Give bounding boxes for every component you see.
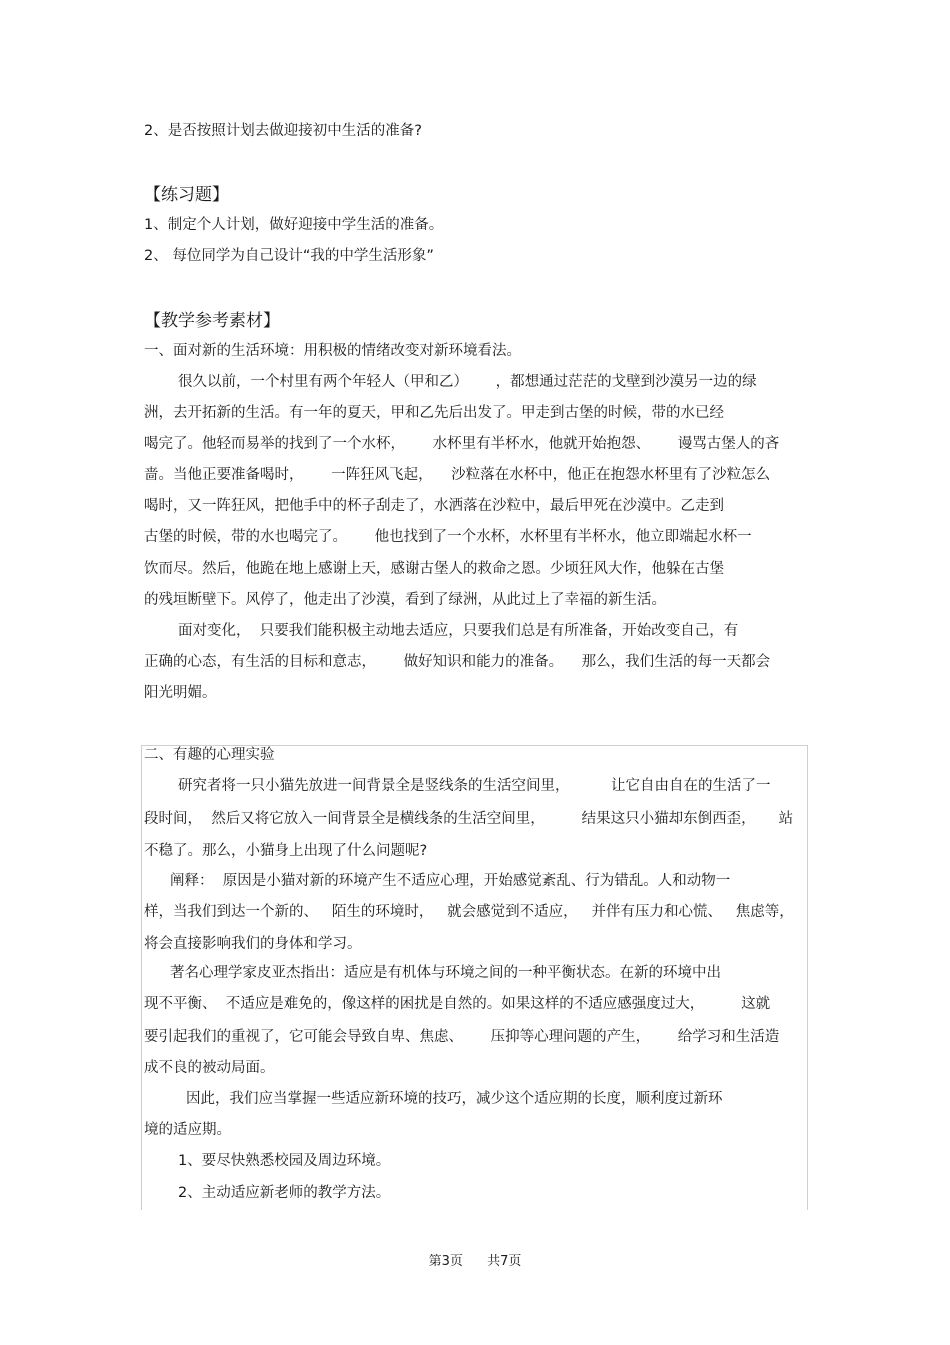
page-number: 第3页 xyxy=(428,1254,463,1269)
box-line: 将会直接影响我们的身体和学习。 xyxy=(144,936,362,952)
box-line: 成不良的被动局面。 xyxy=(144,1060,275,1076)
question-2: 2、是否按照计划去做迎接初中生活的准备? xyxy=(144,123,422,139)
story-line: 喝完了。他轻而易举的找到了一个水杯， 水杯里有半杯水，他就开始抱怨、 谩骂古堡人的吝 xyxy=(144,436,780,452)
change-line: 正确的心态，有生活的目标和意志， 做好知识和能力的准备。 那么，我们生活的每一天都会 xyxy=(144,654,771,670)
exercise-item-1: 1、制定个人计划，做好迎接中学生活的准备。 xyxy=(144,217,444,233)
page-total: 共7页 xyxy=(487,1254,522,1269)
page-footer xyxy=(0,1250,950,1269)
materials-heading: 【教学参考素材】 xyxy=(144,311,280,331)
story-line: 饮而尽。然后，他跪在地上感谢上天，感谢古堡人的救命之恩。少顷狂风大作，他躲在古堡 xyxy=(144,561,724,577)
box-line: 研究者将一只小猫先放进一间背景全是竖线条的生活空间里， 让它自由自在的生活了一 xyxy=(178,778,771,794)
box-line: 因此，我们应当掌握一些适应新环境的技巧，减少这个适应期的长度，顺利度过新环 xyxy=(186,1091,723,1107)
box-line: 现不平衡、 不适应是难免的，像这样的困扰是自然的。如果这样的不适应感强度过大， 这就 xyxy=(144,996,771,1012)
exercises-heading: 【练习题】 xyxy=(144,185,229,205)
box-title: 二、有趣的心理实验 xyxy=(144,747,275,763)
box-line: 段时间， 然后又将它放入一间背景全是横线条的生活空间里， 结果这只小猫却东倒西歪， 站 xyxy=(144,811,794,827)
story-line: 古堡的时候，带的水也喝完了。 他也找到了一个水杯，水杯里有半杯水，他立即端起水杯一 xyxy=(144,529,752,545)
box-line: 著名心理学家皮亚杰指出：适应是有机体与环境之间的一种平衡状态。在新的环境中出 xyxy=(170,965,721,981)
box-line: 要引起我们的重视了，它可能会导致自卑、焦虑、 压抑等心理问题的产生， 给学习和生活造 xyxy=(144,1029,780,1045)
story-line: 洲，去开拓新的生活。有一年的夏天，甲和乙先后出发了。甲走到古堡的时候，带的水已经 xyxy=(144,405,724,421)
box-line: 1、要尽快熟悉校园及周边环境。 xyxy=(178,1153,391,1169)
story-line: 啬。当他正要准备喝时， 一阵狂风飞起， 沙粒落在水杯中，他正在抱怨水杯里有了沙粒怎么 xyxy=(144,467,771,483)
box-line: 阐释： 原因是小猫对新的环境产生不适应心理，开始感觉紊乱、行为错乱。人和动物一 xyxy=(170,873,731,889)
story-line: 很久以前，一个村里有两个年轻人（甲和乙） ，都想通过茫茫的戈壁到沙漠另一边的绿 xyxy=(178,374,757,390)
story-line: 喝时，又一阵狂风，把他手中的杯子刮走了，水洒落在沙粒中，最后甲死在沙漠中。乙走到 xyxy=(144,498,724,514)
section-1-title: 一、面对新的生活环境：用积极的情绪改变对新环境看法。 xyxy=(144,343,521,359)
box-line: 样，当我们到达一个新的、 陌生的环境时， 就会感觉到不适应， 并伴有压力和心慌、 焦虑等， xyxy=(144,904,794,920)
box-line: 境的适应期。 xyxy=(144,1122,231,1138)
exercise-item-2: 2、 每位同学为自己设计“我的中学生活形象” xyxy=(144,248,434,264)
box-line: 2、主动适应新老师的教学方法。 xyxy=(178,1185,391,1201)
box-line: 不稳了。那么，小猫身上出现了什么问题呢? xyxy=(144,843,428,859)
story-line: 的残垣断壁下。风停了，他走出了沙漠，看到了绿洲，从此过上了幸福的新生活。 xyxy=(144,592,666,608)
change-line: 面对变化， 只要我们能积极主动地去适应，只要我们总是有所准备，开始改变自己，有 xyxy=(178,623,739,639)
change-line: 阳光明媚。 xyxy=(144,685,217,701)
